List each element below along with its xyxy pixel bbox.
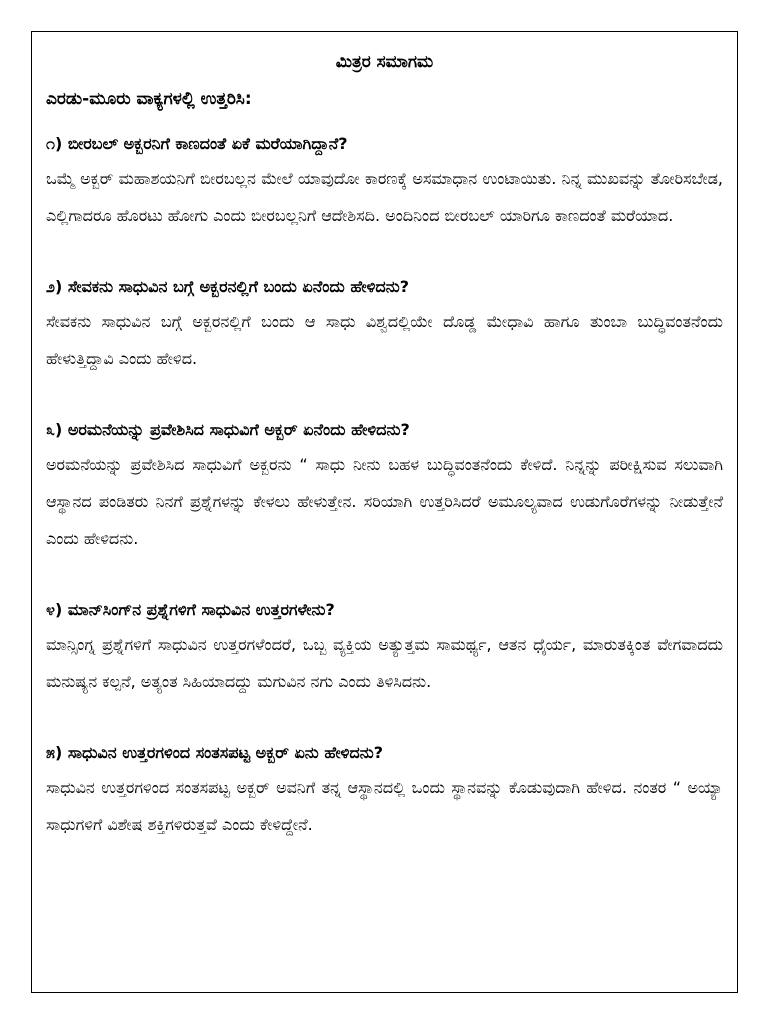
question-4: ೪) ಮಾನ್‌ಸಿಂಗ್‌ನ ಪ್ರಶ್ನೆಗಳಿಗೆ ಸಾಧುವಿನ ಉತ್ತರಗಳೇನು?	[46, 600, 335, 619]
page-title: ಮಿತ್ರರ ಸಮಾಗಮ	[335, 52, 434, 72]
answer-2: ಸೇವಕನು ಸಾಧುವಿನ ಬಗ್ಗೆ ಅಕ್ಬರನಲ್ಲಿಗೆ ಬಂದು ಆ ಸಾಧು ವಿಶ್ವದಲ್ಲಿಯೇ ದೊಡ್ಡ ಮೇಧಾವಿ ಹಾಗೂ ತುಂಬಾ ಬುದ್ಧಿವಂತನೆಂದು ಹೇಳುತ್ತಿದ್ದಾವಿ ಎಂದು ಹೇಳಿದ.	[46, 312, 723, 368]
answer-3: ಅರಮನೆಯನ್ನು ಪ್ರವೇಶಿಸಿದ ಸಾಧುವಿಗೆ ಅಕ್ಬರನು “ ಸಾಧು ನೀನು ಬಹಳ ಬುದ್ಧಿವಂತನೆಂದು ಕೇಳಿದೆ. ನಿನ್ನನ್ನು ಪರೀಕ್ಷಿಸುವ ಸಲುವಾಗಿ ಆಸ್ಥಾನದ ಪಂಡಿತರು ನಿನಗೆ ಪ್ರಶ್ನೆಗಳನ್ನು ಕೇಳಲು ಹೇಳುತ್ತೇನ. ಸರಿಯಾಗಿ ಉತ್ತರಿಸಿದರೆ ಅಮೂಲ್ಯವಾದ ಉಡುಗೊರೆಗಳನ್ನು ನೀಡುತ್ತೇನೆ ಎಂದು ಹೇಳಿದನು.	[46, 455, 723, 548]
qa-item-1	[46, 129, 723, 234]
answer-4: ಮಾನ್ಸಿಂಗ್ನ ಪ್ರಶ್ನೆಗಳಿಗೆ ಸಾಧುವಿನ ಉತ್ತರಗಳೆಂದರೆ, ಒಬ್ಬ ವ್ಯಕ್ತಿಯ ಅತ್ಯುತ್ತಮ ಸಾಮರ್ಥ್ಯ, ಆತನ ಧೈರ್ಯ, ಮಾರುತಕ್ಕಿಂತ ವೇಗವಾದದು ಮನುಷ್ಯನ ಕಲ್ಪನೆ, ಅತ್ಯಂತ ಸಿಹಿಯಾದದ್ದು ಮಗುವಿನ ನಗು ಎಂದು ತಿಳಿಸಿದನು.	[46, 635, 723, 691]
qa-item-3	[46, 415, 723, 557]
question-3: ೩) ಅರಮನೆಯನ್ನು ಪ್ರವೇಶಿಸಿದ ಸಾಧುವಿಗೆ ಅಕ್ಬರ್ ಏನೆಂದು ಹೇಳಿದನು?	[46, 420, 410, 439]
qa-item-2	[46, 272, 723, 377]
question-5: ೫) ಸಾಧುವಿನ ಉತ್ತರಗಳಿಂದ ಸಂತಸಪಟ್ಟ ಅಕ್ಬರ್ ಏನು ಹೇಳಿದನು?	[46, 743, 383, 762]
document-body	[46, 47, 723, 881]
question-1: ೧) ಬೀರಬಲ್ ಅಕ್ಬರನಿಗೆ ಕಾಣದಂತೆ ಏಕೆ ಮರೆಯಾಗಿದ್ದಾನೆ?	[46, 134, 348, 153]
answer-1: ಒಮ್ಮೆ ಅಕ್ಬರ್ ಮಹಾಶಯನಿಗೆ ಬೀರಬಲ್ಲನ ಮೇಲೆ ಯಾವುದೋ ಕಾರಣಕ್ಕೆ ಅಸಮಾಧಾನ ಉಂಟಾಯಿತು. ನಿನ್ನ ಮುಖವನ್ನು ತೋರಿಸಬೇಡ, ಎಲ್ಲಿಗಾದರೂ ಹೊರಟು ಹೋಗು ಎಂದು ಬೀರಬಲ್ಲನಿಗೆ ಆದೇಶಿಸದಿ. ಅಂದಿನಿಂದ ಬೀರಬಲ್ ಯಾರಿಗೂ ಕಾಣದಂತೆ ಮರೆಯಾದ.	[46, 169, 723, 225]
qa-item-4	[46, 595, 723, 700]
instruction-heading: ಎರಡು-ಮೂರು ವಾಕ್ಯಗಳಲ್ಲಿ ಉತ್ತರಿಸಿ:	[46, 89, 252, 109]
qa-item-5	[46, 738, 723, 843]
question-2: ೨) ಸೇವಕನು ಸಾಧುವಿನ ಬಗ್ಗೆ ಅಕ್ಬರನಲ್ಲಿಗೆ ಬಂದು ಏನೆಂದು ಹೇಳಿದನು?	[46, 277, 409, 296]
answer-5: ಸಾಧುವಿನ ಉತ್ತರಗಳಿಂದ ಸಂತಸಪಟ್ಟ ಅಕ್ಬರ್ ಅವನಿಗೆ ತನ್ನ ಆಸ್ಥಾನದಲ್ಲಿ ಒಂದು ಸ್ಥಾನವನ್ನು ಕೊಡುವುದಾಗಿ ಹೇಳಿದ. ನಂತರ “ ಅಯ್ಯಾ ಸಾಧುಗಳಿಗೆ ವಿಶೇಷ ಶಕ್ತಿಗಳಿರುತ್ತವೆ ಎಂದು ಕೇಳಿದ್ದೇನೆ.	[46, 778, 723, 834]
